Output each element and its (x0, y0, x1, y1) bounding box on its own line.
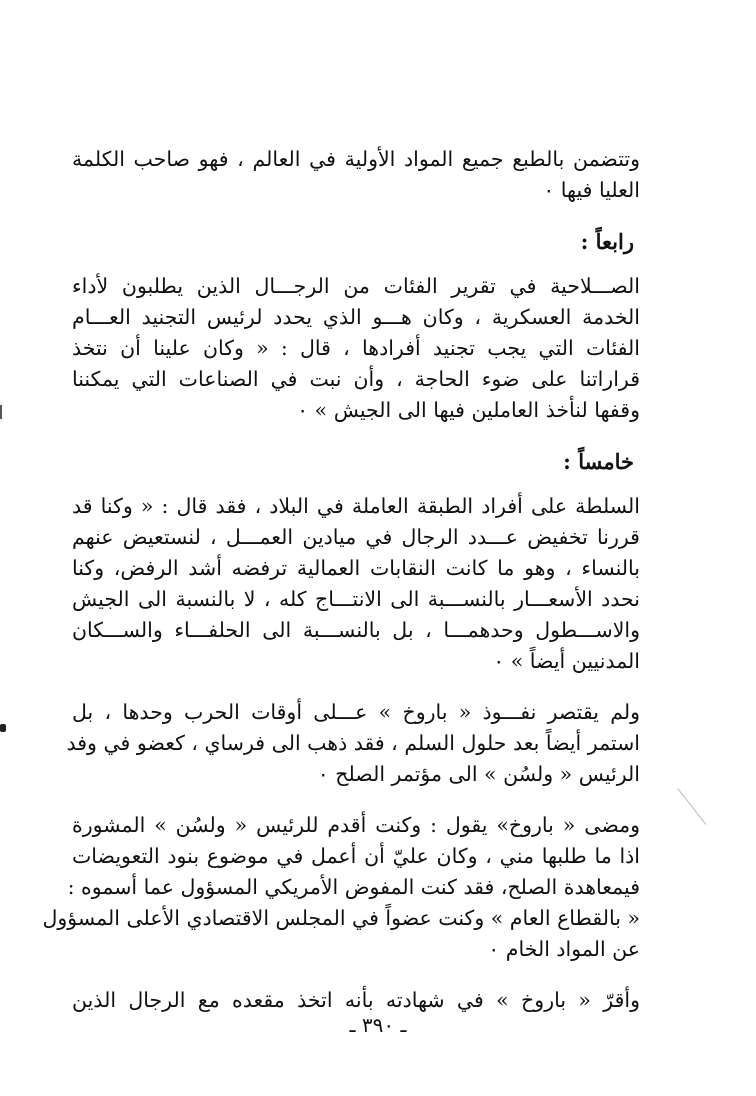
text-line: السلطة على أفراد الطبقة العاملة في البلاد ، فقد قال : « وكنا قد (72, 494, 640, 518)
text-line: اذا ما طلبها مني ، وكان عليّ أن أعمل في موضوع بنود التعويضات (72, 844, 640, 868)
section-heading: خامساً : (563, 449, 634, 474)
paragraph-continuation (72, 144, 640, 206)
text-line: وقفها لنأخذ العاملين فيها الى الجيش » ٠ (297, 398, 640, 422)
text-line: والاســـطول وحدهمـــا ، بل بالنســـبة الى الحلفـــاء والســـكان (72, 618, 640, 642)
text-line: العليا فيها ٠ (543, 178, 640, 202)
scan-crease-line (677, 788, 706, 825)
text-line: قراراتنا على ضوء الحاجة ، وأن نبت في الصناعات التي يمكننا (72, 367, 640, 391)
text-line: الصـــلاحية في تقرير الفئات من الرجـــال الذين يطلبون لأداء (72, 274, 640, 298)
paragraph-baruch-testimony (42, 810, 640, 965)
text-line: ولم يقتصر نفـــوذ « باروخ » عـــلى أوقات الحرب وحدها ، بل (72, 700, 640, 724)
section-fourth (72, 226, 640, 426)
text-line: الخدمة العسكرية ، وكان هـــو الذي يحدد لرئيس التجنيد العـــام (72, 305, 640, 329)
scan-margin-blot (0, 724, 6, 732)
section-fifth (72, 446, 640, 677)
text-line: فيمعاهدة الصلح، فقد كنت المفوض الأمريكي المسؤول عما أسموه : (67, 875, 640, 899)
scan-margin-mark (0, 405, 2, 419)
text-line: « بالقطاع العام » وكنت عضواً في المجلس الاقتصادي الأعلى المسؤول (42, 906, 640, 930)
text-line: بالنساء ، وهو ما كانت النقابات العمالية ترفضه أشد الرفض، وكنا (72, 556, 640, 580)
text-line: الرئيس « ولسُن » الى مؤتمر الصلح ٠ (317, 762, 640, 786)
text-line: وتتضمن بالطبع جميع المواد الأولية في العالم ، فهو صاحب الكلمة (72, 147, 640, 171)
text-line: استمر أيضاً بعد حلول السلم ، فقد ذهب الى فرساي ، كعضو في وفد (66, 731, 640, 755)
paragraph-baruch-influence (66, 697, 640, 790)
text-line: قررنا تخفيض عـــدد الرجال في ميادين العمـــل ، لنستعيض عنهم (72, 525, 640, 549)
section-heading: رابعاً : (580, 229, 634, 254)
text-line: المدنيين أيضاً » ٠ (493, 649, 640, 673)
paragraph-baruch-seat (72, 985, 640, 1016)
text-line: نحدد الأسعـــار بالنســـبة الى الانتـــاج كله ، لا بالنسبة الى الجيش (72, 587, 640, 611)
page-body (42, 144, 640, 1016)
text-line: الفئات التي يجب تجنيد أفرادها ، قال : « وكان علينا أن نتخذ (72, 336, 640, 360)
text-line: عن المواد الخام ٠ (488, 937, 640, 961)
text-line: ومضى « باروخ» يقول : وكنت أقدم للرئيس « ولسُن » المشورة (72, 813, 640, 837)
text-line: وأقرّ « باروخ » في شهادته بأنه اتخذ مقعده مع الرجال الذين (72, 988, 640, 1012)
page-number: ـ ٣٩٠ ـ (349, 1013, 407, 1037)
